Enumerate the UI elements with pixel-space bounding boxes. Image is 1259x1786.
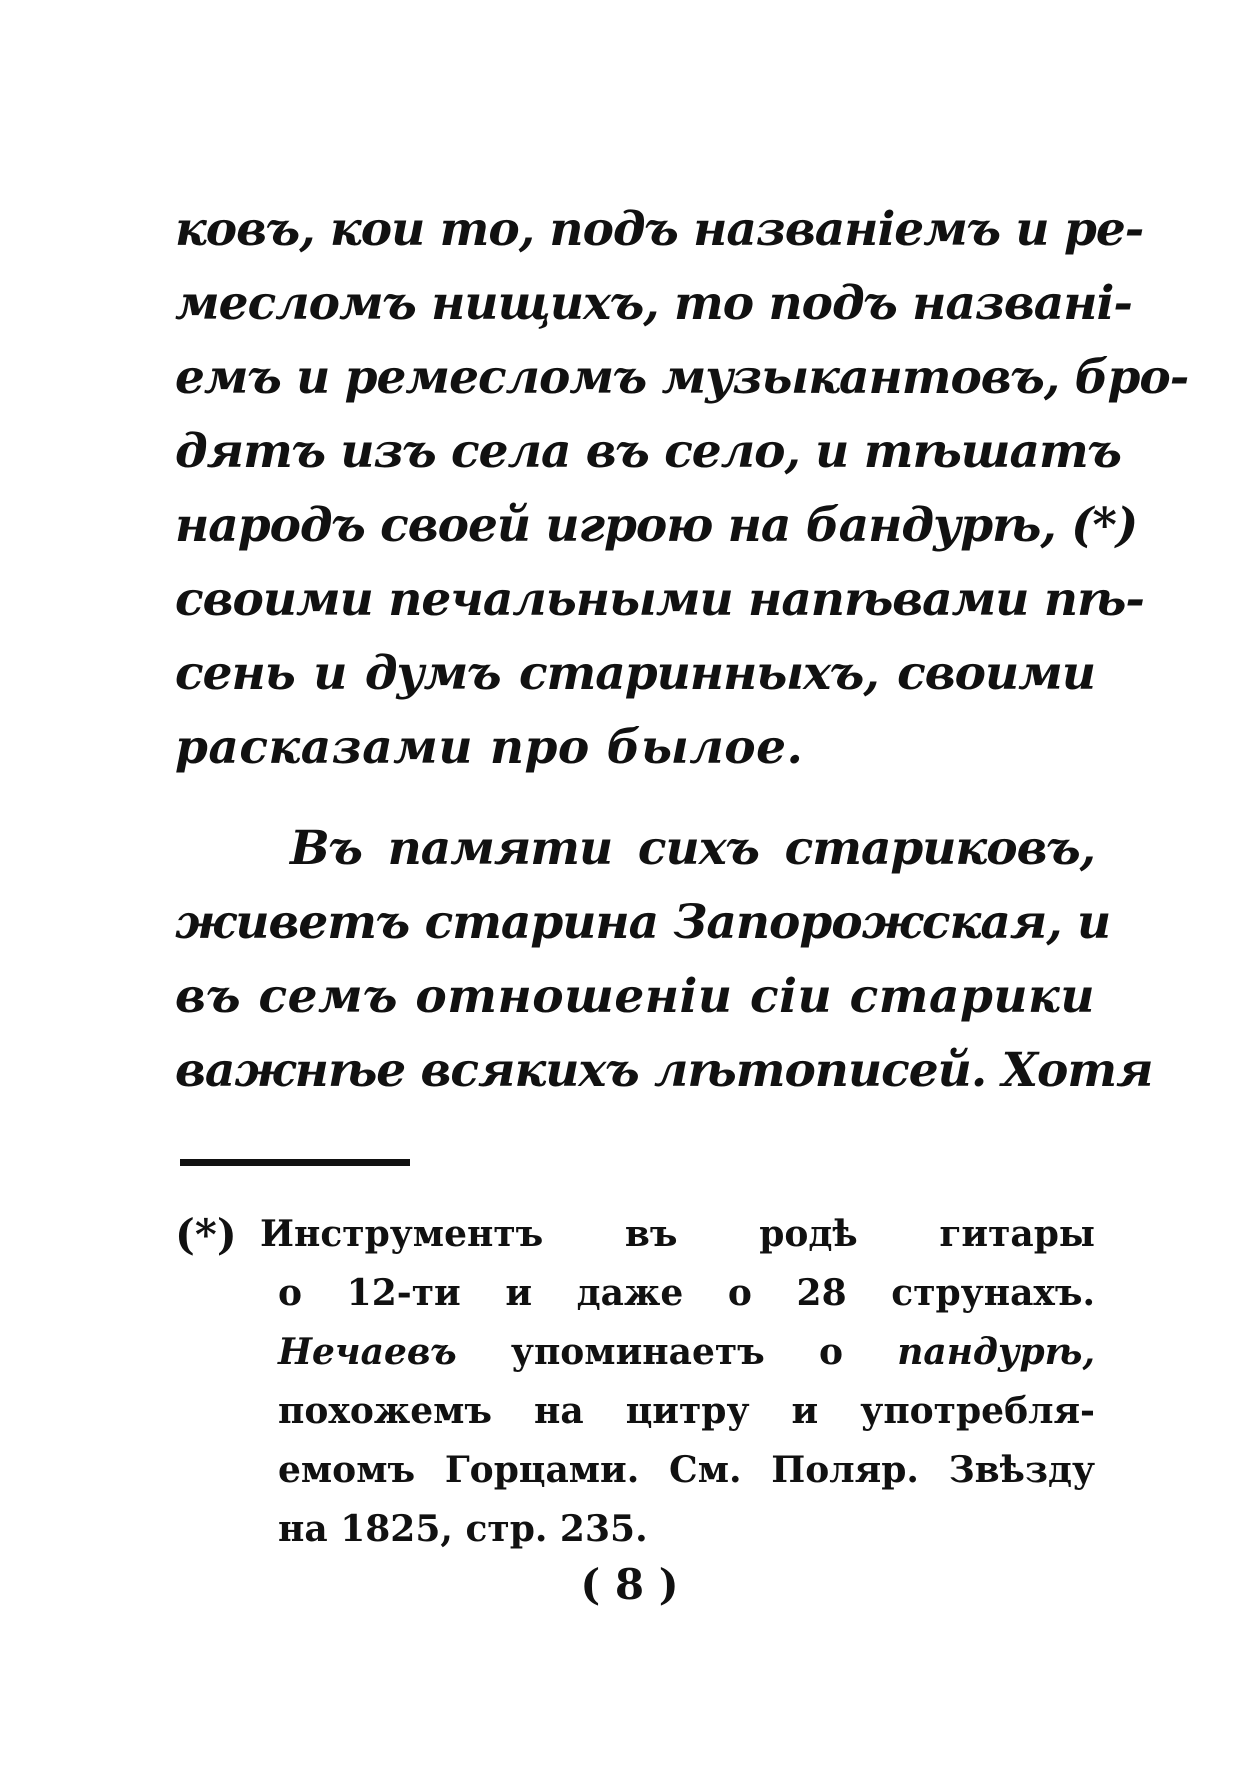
footnote-line: емомъ Горцами. См. Поляр. Звѣзду [278,1449,1095,1491]
footnote-line: похожемъ на цитру и употребля- [278,1390,1095,1432]
text-line: расказами про былое. [175,720,804,775]
text-line: живетъ старина Запорожская, и [175,895,1111,950]
text-line: сень и думъ старинныхъ, своими [175,646,1095,701]
text-line: народъ своей игрою на бандурѣ, (*) [175,498,1138,553]
text-line: важнѣе всякихъ лѣтописей. Хотя [175,1043,1153,1098]
footnote-line: на 1825, стр. 235. [278,1508,648,1550]
footnote-divider [180,1159,410,1166]
footnote-line [278,1323,1095,1382]
main-paragraph-2 [175,812,1153,1108]
text-line: дятъ изъ села въ село, и тѣшатъ [175,424,1121,479]
footnote-line: Инструментъ въ родѣ гитары [260,1213,1095,1255]
text-line: емъ и ремесломъ музыкантовъ, бро- [175,350,1189,405]
text-line: въ семъ отношеніи сіи старики [175,969,1095,1024]
text-line: месломъ нищихъ, то подъ названі- [175,276,1132,331]
text-line: ковъ, кои то, подъ названіемъ и ре- [175,202,1144,257]
footnote-text: упоминаетъ о [456,1331,898,1373]
footnote-line: о 12-ти и даже о 28 струнахъ. [278,1272,1095,1314]
footnote-author-name: Нечаевъ [278,1331,457,1373]
page-number: ( 8 ) [580,1560,679,1609]
text-line: своими печальными напѣвами пѣ- [175,572,1144,627]
text-line: Въ памяти сихъ стариковъ, [290,821,1095,876]
main-paragraph-1 [175,193,1189,785]
footnote [175,1205,1095,1559]
footnote-marker: (*) [175,1210,237,1259]
footnote-term: пандурѣ, [897,1331,1095,1373]
